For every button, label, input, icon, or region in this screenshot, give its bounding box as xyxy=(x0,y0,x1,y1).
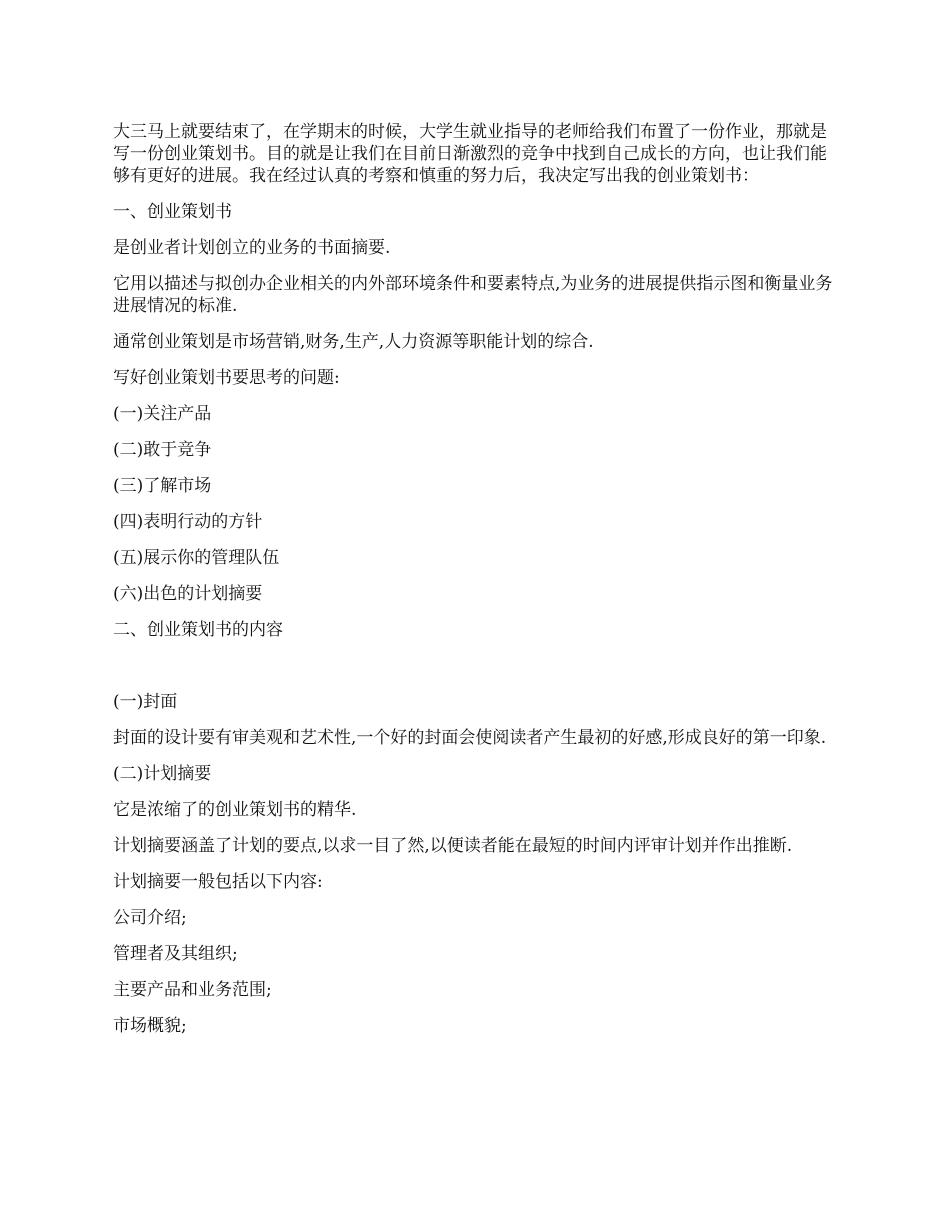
summary-paragraph-2: 计划摘要涵盖了计划的要点,以求一目了然,以便读者能在最短的时间内评审计划并作出推断. xyxy=(113,836,793,856)
question-item: (四)表明行动的方针 xyxy=(113,512,263,532)
question-item: (三)了解市场 xyxy=(113,476,212,496)
question-item: (二)敢于竞争 xyxy=(113,440,212,460)
summary-list-item: 市场概貌; xyxy=(113,1016,187,1036)
cover-paragraph: 封面的设计要有审美观和艺术性,一个好的封面会使阅读者产生最初的好感,形成良好的第一印象. xyxy=(113,728,827,748)
summary-list-item: 公司介绍; xyxy=(113,908,187,928)
section-1-heading: 一、创业策划书 xyxy=(113,202,232,222)
cover-heading: (一)封面 xyxy=(113,692,178,712)
summary-heading: (二)计划摘要 xyxy=(113,764,212,784)
question-item: (五)展示你的管理队伍 xyxy=(113,548,280,568)
section-spacer xyxy=(113,655,838,691)
summary-paragraph-3: 计划摘要一般包括以下内容: xyxy=(113,872,323,892)
section-1-paragraph-2: 它用以描述与拟创办企业相关的内外部环境条件和要素特点,为业务的进展提供指示图和衡量业务进展情况的标准. xyxy=(113,274,833,316)
section-1-paragraph-1: 是创业者计划创立的业务的书面摘要. xyxy=(113,238,391,258)
question-item: (六)出色的计划摘要 xyxy=(113,584,263,604)
summary-list-item: 管理者及其组织; xyxy=(113,944,238,964)
summary-list-item: 主要产品和业务范围; xyxy=(113,980,272,1000)
section-1-paragraph-3: 通常创业策划是市场营销,财务,生产,人力资源等职能计划的综合. xyxy=(113,332,594,352)
question-item: (一)关注产品 xyxy=(113,404,212,424)
section-1-paragraph-4: 写好创业策划书要思考的问题: xyxy=(113,368,340,388)
document-body xyxy=(113,121,838,1051)
intro-paragraph: 大三马上就要结束了，在学期末的时候，大学生就业指导的老师给我们布置了一份作业，那就是写一份创业策划书。目的就是让我们在目前日渐激烈的竞争中找到自己成长的方向，也让我们能够有更好的进展。我在经过认真的考察和慎重的努力后，我决定写出我的创业策划书： xyxy=(113,122,827,186)
section-2-heading: 二、创业策划书的内容 xyxy=(113,620,283,640)
summary-paragraph-1: 它是浓缩了的创业策划书的精华. xyxy=(113,800,357,820)
